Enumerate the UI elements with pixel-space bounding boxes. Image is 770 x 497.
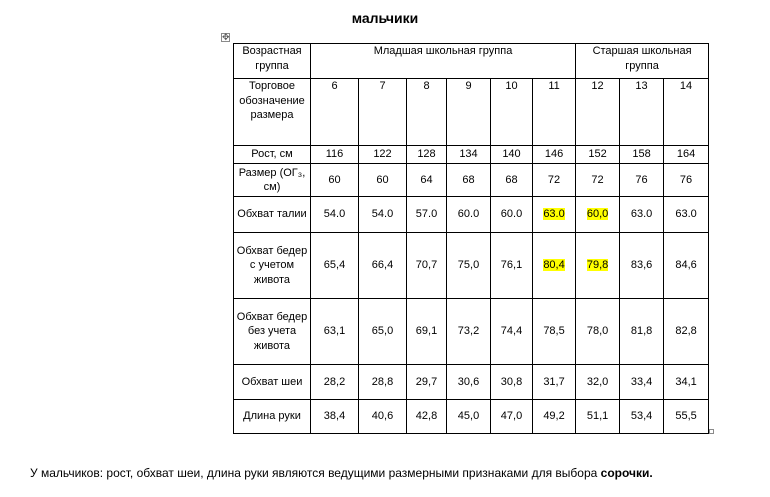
table-cell: 83,6 — [620, 233, 664, 299]
header-junior-group: Младшая школьная группа — [311, 44, 576, 79]
table-cell: 38,4 — [311, 400, 359, 434]
footnote-bold: сорочки. — [600, 466, 653, 480]
page-title: мальчики — [351, 10, 419, 26]
table-cell: 12 — [576, 79, 620, 146]
header-senior-group: Старшая школьная группа — [576, 44, 709, 79]
table-cell: 30,8 — [491, 365, 533, 400]
row-label: Длина руки — [234, 400, 311, 434]
table-header-row — [234, 44, 709, 79]
table-cell: 65,0 — [359, 299, 407, 365]
table-cell — [576, 197, 620, 233]
table-cell: 78,0 — [576, 299, 620, 365]
table-row — [234, 164, 709, 197]
table-cell: 81,8 — [620, 299, 664, 365]
table-cell: 53,4 — [620, 400, 664, 434]
table-cell: 66,4 — [359, 233, 407, 299]
highlighted-value: 60,0 — [586, 208, 609, 221]
table-cell: 28,2 — [311, 365, 359, 400]
highlighted-value: 63.0 — [543, 208, 565, 221]
table-cell: 10 — [491, 79, 533, 146]
row-label: Обхват бедер с учетом живота — [234, 233, 311, 299]
table-cell: 146 — [533, 146, 576, 164]
table-cell: 60.0 — [447, 197, 491, 233]
table-cell: 63.0 — [620, 197, 664, 233]
table-cell: 32,0 — [576, 365, 620, 400]
table-cell: 14 — [664, 79, 709, 146]
table-row — [234, 146, 709, 164]
table-cell: 128 — [407, 146, 447, 164]
table-cell: 74,4 — [491, 299, 533, 365]
table-cell: 28,8 — [359, 365, 407, 400]
table-cell: 64 — [407, 164, 447, 197]
table-cell: 122 — [359, 146, 407, 164]
table-cell: 72 — [533, 164, 576, 197]
row-label — [234, 146, 311, 164]
highlighted-value: 80,4 — [543, 259, 565, 272]
table-row — [234, 365, 709, 400]
table-cell: 78,5 — [533, 299, 576, 365]
table-cell — [576, 233, 620, 299]
table-cell: 152 — [576, 146, 620, 164]
table-cell: 73,2 — [447, 299, 491, 365]
table-cell: 68 — [491, 164, 533, 197]
table-cell: 30,6 — [447, 365, 491, 400]
table-cell: 55,5 — [664, 400, 709, 434]
highlighted-value: 79,8 — [586, 259, 609, 272]
header-age-group: Возрастная группа — [234, 44, 311, 79]
table-cell: 13 — [620, 79, 664, 146]
table-cell: 76,1 — [491, 233, 533, 299]
table-cell: 45,0 — [447, 400, 491, 434]
size-table — [233, 43, 709, 434]
table-cell: 7 — [359, 79, 407, 146]
table-cell: 158 — [620, 146, 664, 164]
footnote — [30, 466, 653, 480]
table-cell: 54.0 — [359, 197, 407, 233]
table-cell: 60.0 — [491, 197, 533, 233]
table-cell: 8 — [407, 79, 447, 146]
table-cell — [533, 197, 576, 233]
table-cell: 75,0 — [447, 233, 491, 299]
table-cell: 6 — [311, 79, 359, 146]
table-cell: 63,1 — [311, 299, 359, 365]
table-cell: 116 — [311, 146, 359, 164]
table-cell: 70,7 — [407, 233, 447, 299]
table-cell: 11 — [533, 79, 576, 146]
table-row — [234, 299, 709, 365]
table-cell: 34,1 — [664, 365, 709, 400]
table-row — [234, 197, 709, 233]
table-cell: 76 — [664, 164, 709, 197]
row-label: Обхват талии — [234, 197, 311, 233]
table-cell: 60 — [359, 164, 407, 197]
row-label: Обхват бедер без учета живота — [234, 299, 311, 365]
table-cell: 51,1 — [576, 400, 620, 434]
table-cell: 68 — [447, 164, 491, 197]
row-label-text: Рост, см — [251, 148, 293, 161]
table-cell: 60 — [311, 164, 359, 197]
table-row — [234, 400, 709, 434]
table-row — [234, 79, 709, 146]
table-cell: 82,8 — [664, 299, 709, 365]
table-cell: 140 — [491, 146, 533, 164]
table-cell: 42,8 — [407, 400, 447, 434]
table-cell: 29,7 — [407, 365, 447, 400]
table-cell: 47,0 — [491, 400, 533, 434]
table-cell: 76 — [620, 164, 664, 197]
row-label: Обхват шеи — [234, 365, 311, 400]
table-cell: 63.0 — [664, 197, 709, 233]
table-cell: 40,6 — [359, 400, 407, 434]
table-cell: 72 — [576, 164, 620, 197]
table-cell: 31,7 — [533, 365, 576, 400]
table-cell: 65,4 — [311, 233, 359, 299]
table-cell: 69,1 — [407, 299, 447, 365]
table-cell: 54.0 — [311, 197, 359, 233]
table-cell: 49,2 — [533, 400, 576, 434]
table-cell: 57.0 — [407, 197, 447, 233]
table-row — [234, 233, 709, 299]
row-label: Торговое обозначение размера — [234, 79, 311, 146]
table-cell — [533, 233, 576, 299]
table-move-icon[interactable]: ✥ — [222, 32, 230, 42]
footnote-text: У мальчиков: рост, обхват шеи, длина руки являются ведущими размерными признаками для выбора — [30, 466, 601, 480]
table-cell: 84,6 — [664, 233, 709, 299]
row-label: Размер (ОГ₃, см) — [234, 164, 311, 197]
table-cell: 33,4 — [620, 365, 664, 400]
table-cell: 164 — [664, 146, 709, 164]
table-cell: 9 — [447, 79, 491, 146]
table-resize-icon[interactable] — [709, 429, 714, 434]
table-cell: 134 — [447, 146, 491, 164]
